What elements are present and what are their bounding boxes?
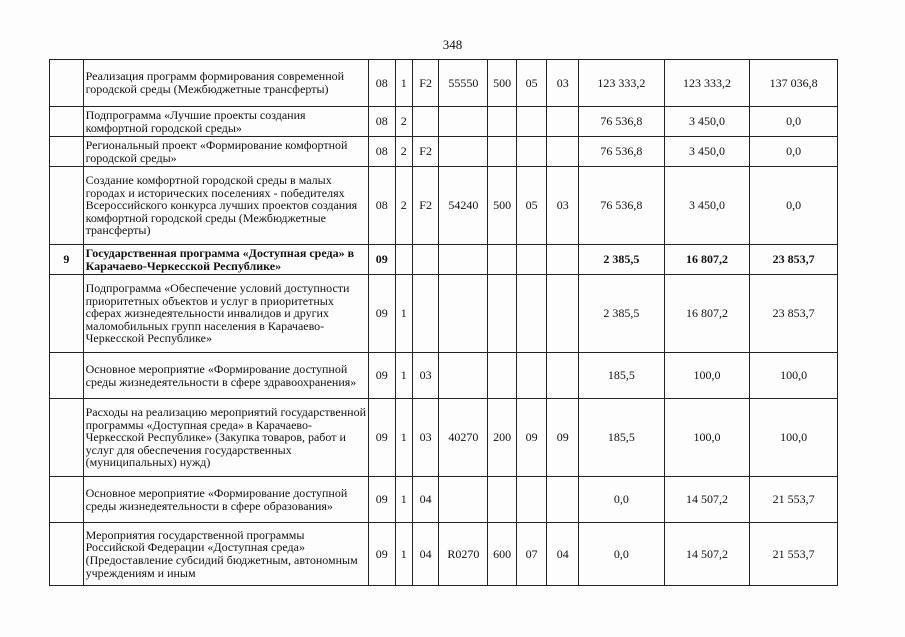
code-direction: R0270 [439, 523, 488, 586]
amount-year-1: 185,5 [579, 399, 665, 477]
row-name: Создание комфортной городской среды в малых городах и исторических поселениях - победителях Всероссийского конкурса лучших проектов создания комфортной городской среды (Межбюджетные трансферты) [83, 167, 368, 245]
code-expense-type [488, 245, 517, 275]
amount-year-1: 76 536,8 [579, 167, 665, 245]
code-section [516, 353, 547, 399]
table-row [50, 523, 838, 586]
code-subsection [547, 275, 579, 353]
amount-year-1: 2 385,5 [579, 245, 665, 275]
code-activity: 04 [412, 477, 439, 523]
row-number [50, 477, 84, 523]
amount-year-1: 0,0 [579, 523, 665, 586]
code-expense-type [488, 107, 517, 137]
code-subprogram: 2 [395, 167, 412, 245]
amount-year-2: 16 807,2 [664, 275, 750, 353]
row-number: 9 [50, 245, 84, 275]
code-section: 07 [516, 523, 547, 586]
code-section: 09 [516, 399, 547, 477]
code-activity [412, 107, 439, 137]
code-direction [439, 137, 488, 167]
code-subsection [547, 137, 579, 167]
row-number [50, 353, 84, 399]
table-body [50, 60, 838, 586]
amount-year-1: 185,5 [579, 353, 665, 399]
amount-year-1: 123 333,2 [579, 60, 665, 107]
amount-year-3: 0,0 [750, 107, 838, 137]
row-name: Расходы на реализацию мероприятий государственной программы «Доступная среда» в Карачаево-Черкесской Республике» (Закупка товаров, работ и услуг для обеспечения государственных (муниципальных) нужд) [83, 399, 368, 477]
code-expense-type [488, 275, 517, 353]
amount-year-2: 3 450,0 [664, 137, 750, 167]
row-name: Основное мероприятие «Формирование доступной среды жизнедеятельности в сфере здравоохранения» [83, 353, 368, 399]
row-name: Основное мероприятие «Формирование доступной среды жизнедеятельности в сфере образования» [83, 477, 368, 523]
code-activity [412, 245, 439, 275]
row-name: Подпрограмма «Лучшие проекты создания комфортной городской среды» [83, 107, 368, 137]
code-program: 08 [369, 167, 396, 245]
row-name: Реализация программ формирования современной городской среды (Межбюджетные трансферты) [83, 60, 368, 107]
code-expense-type [488, 353, 517, 399]
code-program: 09 [369, 477, 396, 523]
code-direction [439, 245, 488, 275]
code-direction: 54240 [439, 167, 488, 245]
amount-year-2: 100,0 [664, 353, 750, 399]
code-section [516, 275, 547, 353]
code-subsection [547, 245, 579, 275]
code-subsection: 03 [547, 60, 579, 107]
amount-year-1: 2 385,5 [579, 275, 665, 353]
amount-year-1: 0,0 [579, 477, 665, 523]
code-subprogram: 2 [395, 107, 412, 137]
code-direction [439, 477, 488, 523]
code-activity: 03 [412, 399, 439, 477]
code-subsection: 09 [547, 399, 579, 477]
code-subprogram: 1 [395, 523, 412, 586]
code-subsection [547, 107, 579, 137]
code-expense-type [488, 137, 517, 167]
code-subprogram: 1 [395, 477, 412, 523]
code-subsection: 04 [547, 523, 579, 586]
code-section [516, 137, 547, 167]
row-number [50, 167, 84, 245]
amount-year-1: 76 536,8 [579, 137, 665, 167]
code-activity: 04 [412, 523, 439, 586]
amount-year-3: 23 853,7 [750, 245, 838, 275]
row-number [50, 399, 84, 477]
amount-year-3: 100,0 [750, 399, 838, 477]
code-section [516, 477, 547, 523]
code-program: 09 [369, 245, 396, 275]
code-subprogram [395, 245, 412, 275]
amount-year-3: 0,0 [750, 137, 838, 167]
code-subsection [547, 477, 579, 523]
amount-year-2: 14 507,2 [664, 523, 750, 586]
code-direction [439, 107, 488, 137]
code-program: 09 [369, 523, 396, 586]
code-section [516, 107, 547, 137]
amount-year-2: 123 333,2 [664, 60, 750, 107]
amount-year-3: 21 553,7 [750, 523, 838, 586]
code-direction: 40270 [439, 399, 488, 477]
amount-year-2: 100,0 [664, 399, 750, 477]
code-expense-type: 500 [488, 167, 517, 245]
code-subprogram: 1 [395, 60, 412, 107]
table-row [50, 60, 838, 107]
code-expense-type [488, 477, 517, 523]
code-direction: 55550 [439, 60, 488, 107]
code-program: 08 [369, 107, 396, 137]
code-activity: F2 [412, 167, 439, 245]
table-row [50, 353, 838, 399]
row-name: Государственная программа «Доступная среда» в Карачаево-Черкесской Республике» [83, 245, 368, 275]
code-subprogram: 1 [395, 399, 412, 477]
code-expense-type: 200 [488, 399, 517, 477]
code-activity: F2 [412, 60, 439, 107]
code-subprogram: 1 [395, 275, 412, 353]
amount-year-2: 14 507,2 [664, 477, 750, 523]
row-number [50, 60, 84, 107]
code-activity: 03 [412, 353, 439, 399]
amount-year-3: 0,0 [750, 167, 838, 245]
code-program: 09 [369, 353, 396, 399]
amount-year-2: 3 450,0 [664, 167, 750, 245]
code-program: 08 [369, 60, 396, 107]
row-name: Региональный проект «Формирование комфортной городской среды» [83, 137, 368, 167]
amount-year-3: 137 036,8 [750, 60, 838, 107]
code-program: 09 [369, 275, 396, 353]
amount-year-3: 23 853,7 [750, 275, 838, 353]
code-subsection: 03 [547, 167, 579, 245]
page-number: 348 [442, 37, 463, 52]
code-section: 05 [516, 60, 547, 107]
row-name: Мероприятия государственной программы Российской Федерации «Доступная среда» (Предоставление субсидий бюджетным, автономным учреждениям и иным [83, 523, 368, 586]
code-direction [439, 353, 488, 399]
row-number [50, 107, 84, 137]
code-section: 05 [516, 167, 547, 245]
amount-year-1: 76 536,8 [579, 107, 665, 137]
row-name: Подпрограмма «Обеспечение условий доступности приоритетных объектов и услуг в приоритетных сферах жизнедеятельности инвалидов и других маломобильных групп населения в Карачаево-Черкесской Республике» [83, 275, 368, 353]
code-section [516, 245, 547, 275]
row-number [50, 275, 84, 353]
budget-table [49, 59, 838, 586]
code-program: 09 [369, 399, 396, 477]
code-subsection [547, 353, 579, 399]
code-subprogram: 2 [395, 137, 412, 167]
table-row [50, 275, 838, 353]
table-row [50, 245, 838, 275]
code-program: 08 [369, 137, 396, 167]
amount-year-2: 16 807,2 [664, 245, 750, 275]
code-activity: F2 [412, 137, 439, 167]
code-direction [439, 275, 488, 353]
amount-year-3: 100,0 [750, 353, 838, 399]
table-row [50, 477, 838, 523]
table-row [50, 167, 838, 245]
code-activity [412, 275, 439, 353]
row-number [50, 137, 84, 167]
table-row [50, 137, 838, 167]
row-number [50, 523, 84, 586]
code-expense-type: 500 [488, 60, 517, 107]
table-row [50, 399, 838, 477]
code-subprogram: 1 [395, 353, 412, 399]
amount-year-2: 3 450,0 [664, 107, 750, 137]
amount-year-3: 21 553,7 [750, 477, 838, 523]
table-row [50, 107, 838, 137]
code-expense-type: 600 [488, 523, 517, 586]
